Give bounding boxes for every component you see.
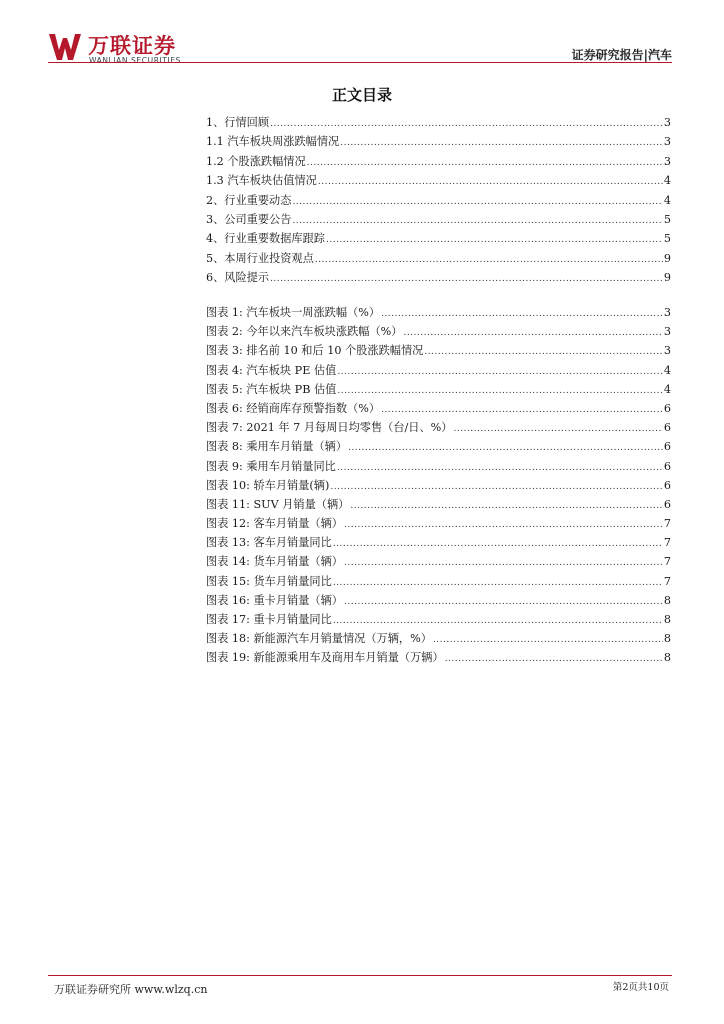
- toc-figure-entry[interactable]: [206, 380, 671, 399]
- toc-figure-entry-label: 图表 11: SUV 月销量（辆）: [206, 497, 350, 511]
- toc-figure-entry[interactable]: [206, 437, 671, 456]
- toc-figure-entry-page: 4: [663, 363, 671, 377]
- toc-section-entry-label: 1.3 汽车板块估值情况: [206, 174, 317, 188]
- toc-figure-entry-label: 图表 17: 重卡月销量同比: [206, 613, 332, 626]
- dot-leader: [337, 459, 663, 478]
- toc-section-entry[interactable]: [206, 229, 671, 248]
- dot-leader: [424, 343, 663, 362]
- dot-leader: [292, 193, 662, 212]
- toc-figure-entry[interactable]: [206, 476, 671, 495]
- toc-figure-entry-page: 3: [663, 306, 671, 319]
- report-type: 证券研究报告|汽车: [571, 48, 672, 62]
- toc-figure-entry[interactable]: [206, 341, 671, 360]
- toc-section-entry-page: 9: [663, 251, 671, 265]
- toc-figures: [206, 303, 671, 668]
- toc-section-entry[interactable]: [206, 152, 671, 171]
- toc-figure-entry[interactable]: [206, 572, 671, 591]
- dot-leader: [315, 251, 663, 270]
- dot-leader: [318, 173, 663, 192]
- toc-figure-entry-page: 7: [663, 517, 671, 531]
- toc-figure-entry[interactable]: [206, 514, 671, 533]
- dot-leader: [270, 270, 663, 289]
- dot-leader: [453, 420, 662, 439]
- dot-leader: [344, 554, 663, 573]
- toc-figure-entry-page: 7: [663, 574, 671, 588]
- toc-section-entry-page: 5: [663, 232, 671, 246]
- toc-figure-entry[interactable]: [206, 457, 671, 476]
- toc-figure-entry-page: 6: [663, 401, 671, 415]
- dot-leader: [350, 497, 663, 516]
- toc-section-entry[interactable]: [206, 132, 671, 151]
- toc-section-entry[interactable]: [206, 191, 671, 210]
- dot-leader: [333, 574, 663, 593]
- toc-section-entry-page: 4: [663, 174, 671, 188]
- toc-section-entry-page: 3: [663, 135, 671, 149]
- toc-figure-entry[interactable]: [206, 303, 671, 322]
- toc-section-entry[interactable]: [206, 171, 671, 190]
- toc-figure-entry[interactable]: [206, 495, 671, 514]
- dot-leader: [381, 305, 663, 324]
- toc-figure-entry-label: 图表 5: 汽车板块 PB 估值: [206, 382, 337, 396]
- dot-leader: [307, 154, 663, 173]
- toc-figure-entry-page: 6: [663, 440, 671, 454]
- toc-section-entry-page: 5: [663, 212, 671, 226]
- toc-section-entry-page: 4: [663, 193, 671, 207]
- toc-figure-entry-label: 图表 15: 货车月销量同比: [206, 574, 332, 588]
- toc-section-entry-label: 1、行情回顾: [206, 116, 270, 129]
- dot-leader: [344, 593, 663, 612]
- dot-leader: [337, 363, 663, 382]
- logo-text-cn: 万联证券: [88, 34, 176, 58]
- toc-figure-entry-label: 图表 4: 汽车板块 PE 估值: [206, 363, 337, 377]
- toc-section-entry-label: 1.2 个股涨跌幅情况: [206, 154, 306, 168]
- header-divider: [48, 62, 672, 63]
- toc-figure-entry[interactable]: [206, 648, 671, 667]
- toc-figure-entry-label: 图表 13: 客车月销量同比: [206, 536, 332, 550]
- dot-leader: [337, 382, 663, 401]
- toc-section-entry[interactable]: [206, 210, 671, 229]
- toc-section-entry-label: 3、公司重要公告: [206, 212, 292, 226]
- toc-figure-entry-page: 7: [663, 536, 671, 550]
- toc-section-entry-label: 1.1 汽车板块周涨跌幅情况: [206, 135, 340, 149]
- dot-leader: [340, 134, 663, 153]
- toc-figure-entry-page: 4: [663, 382, 671, 396]
- toc-figure-entry-label: 图表 6: 经销商库存预警指数（%）: [206, 401, 381, 415]
- toc-figure-entry[interactable]: [206, 533, 671, 552]
- toc-figure-entry[interactable]: [206, 591, 671, 610]
- toc-figure-entry[interactable]: [206, 418, 671, 437]
- toc-section-entry-page: 9: [663, 271, 671, 285]
- dot-leader: [326, 231, 663, 250]
- toc-figure-entry-label: 图表 18: 新能源汽车月销量情况（万辆，%）: [206, 632, 432, 646]
- toc-figure-entry-page: 6: [663, 459, 671, 473]
- toc-section-entry-label: 5、本周行业投资观点: [206, 251, 314, 265]
- toc-figure-entry-label: 图表 9: 乘用车月销量同比: [206, 459, 336, 473]
- toc-figure-entry-label: 图表 14: 货车月销量（辆）: [206, 555, 343, 569]
- toc-section-entry-label: 2、行业重要动态: [206, 193, 292, 207]
- toc-figure-entry-label: 图表 7: 2021 年 7 月每周日均零售（台/日、%）: [206, 421, 453, 435]
- toc-figure-entry-label: 图表 2: 今年以来汽车板块涨跌幅（%）: [206, 325, 403, 339]
- toc-sections: [206, 113, 671, 288]
- dot-leader: [330, 478, 663, 497]
- toc-section-entry[interactable]: [206, 113, 671, 132]
- dot-leader: [333, 535, 663, 554]
- toc-figure-entry-page: 3: [663, 344, 671, 358]
- toc-figure-entry[interactable]: [206, 610, 671, 629]
- toc-figure-entry-page: 6: [663, 497, 671, 511]
- company-logo: [48, 30, 248, 64]
- toc-figure-entry-label: 图表 3: 排名前 10 和后 10 个股涨跌幅情况: [206, 344, 424, 358]
- toc-section-entry[interactable]: [206, 268, 671, 287]
- toc-figure-entry-label: 图表 8: 乘用车月销量（辆）: [206, 440, 348, 454]
- dot-leader: [433, 631, 663, 650]
- dot-leader: [445, 650, 663, 669]
- toc-section-entry-label: 4、行业重要数据库跟踪: [206, 232, 325, 246]
- toc-figure-entry-label: 图表 1: 汽车板块一周涨跌幅（%）: [206, 306, 381, 319]
- toc-figure-entry-page: 6: [663, 478, 671, 492]
- logo-text-en: WANLIAN SECURITIES: [89, 56, 182, 65]
- dot-leader: [348, 439, 663, 458]
- toc-figure-entry[interactable]: [206, 361, 671, 380]
- toc-figure-entry-page: 8: [663, 651, 671, 665]
- toc-figure-entry-page: 3: [663, 325, 671, 339]
- toc-section-entry[interactable]: [206, 249, 671, 268]
- wanlian-logo-icon: [48, 30, 84, 62]
- toc-figure-entry-label: 图表 12: 客车月销量（辆）: [206, 517, 343, 531]
- toc-figure-entry[interactable]: [206, 629, 671, 648]
- toc-figure-entry-label: 图表 16: 重卡月销量（辆）: [206, 593, 343, 607]
- page-number: 第2页共10页: [612, 982, 669, 993]
- toc-section-entry-page: 3: [663, 116, 671, 129]
- toc-figure-entry-page: 8: [663, 593, 671, 607]
- toc-figure-entry-label: 图表 10: 轿车月销量(辆): [206, 478, 330, 492]
- dot-leader: [344, 516, 663, 535]
- toc-section-entry-label: 6、风险提示: [206, 271, 270, 285]
- toc-figure-entry-page: 8: [663, 613, 671, 626]
- footer-divider: [48, 975, 672, 976]
- toc-section-entry-page: 3: [663, 154, 671, 168]
- toc-figure-entry-page: 7: [663, 555, 671, 569]
- dot-leader: [292, 212, 662, 231]
- footer-source: 万联证券研究所 www.wlzq.cn: [54, 983, 208, 996]
- dot-leader: [403, 324, 662, 343]
- toc-figure-entry[interactable]: [206, 552, 671, 571]
- toc-figure-entry-label: 图表 19: 新能源乘用车及商用车月销量（万辆）: [206, 651, 444, 665]
- toc-figure-entry[interactable]: [206, 322, 671, 341]
- toc-figure-entry[interactable]: [206, 399, 671, 418]
- page-title: 正文目录: [331, 86, 392, 104]
- toc-figure-entry-page: 6: [663, 421, 671, 435]
- toc-figure-entry-page: 8: [663, 632, 671, 646]
